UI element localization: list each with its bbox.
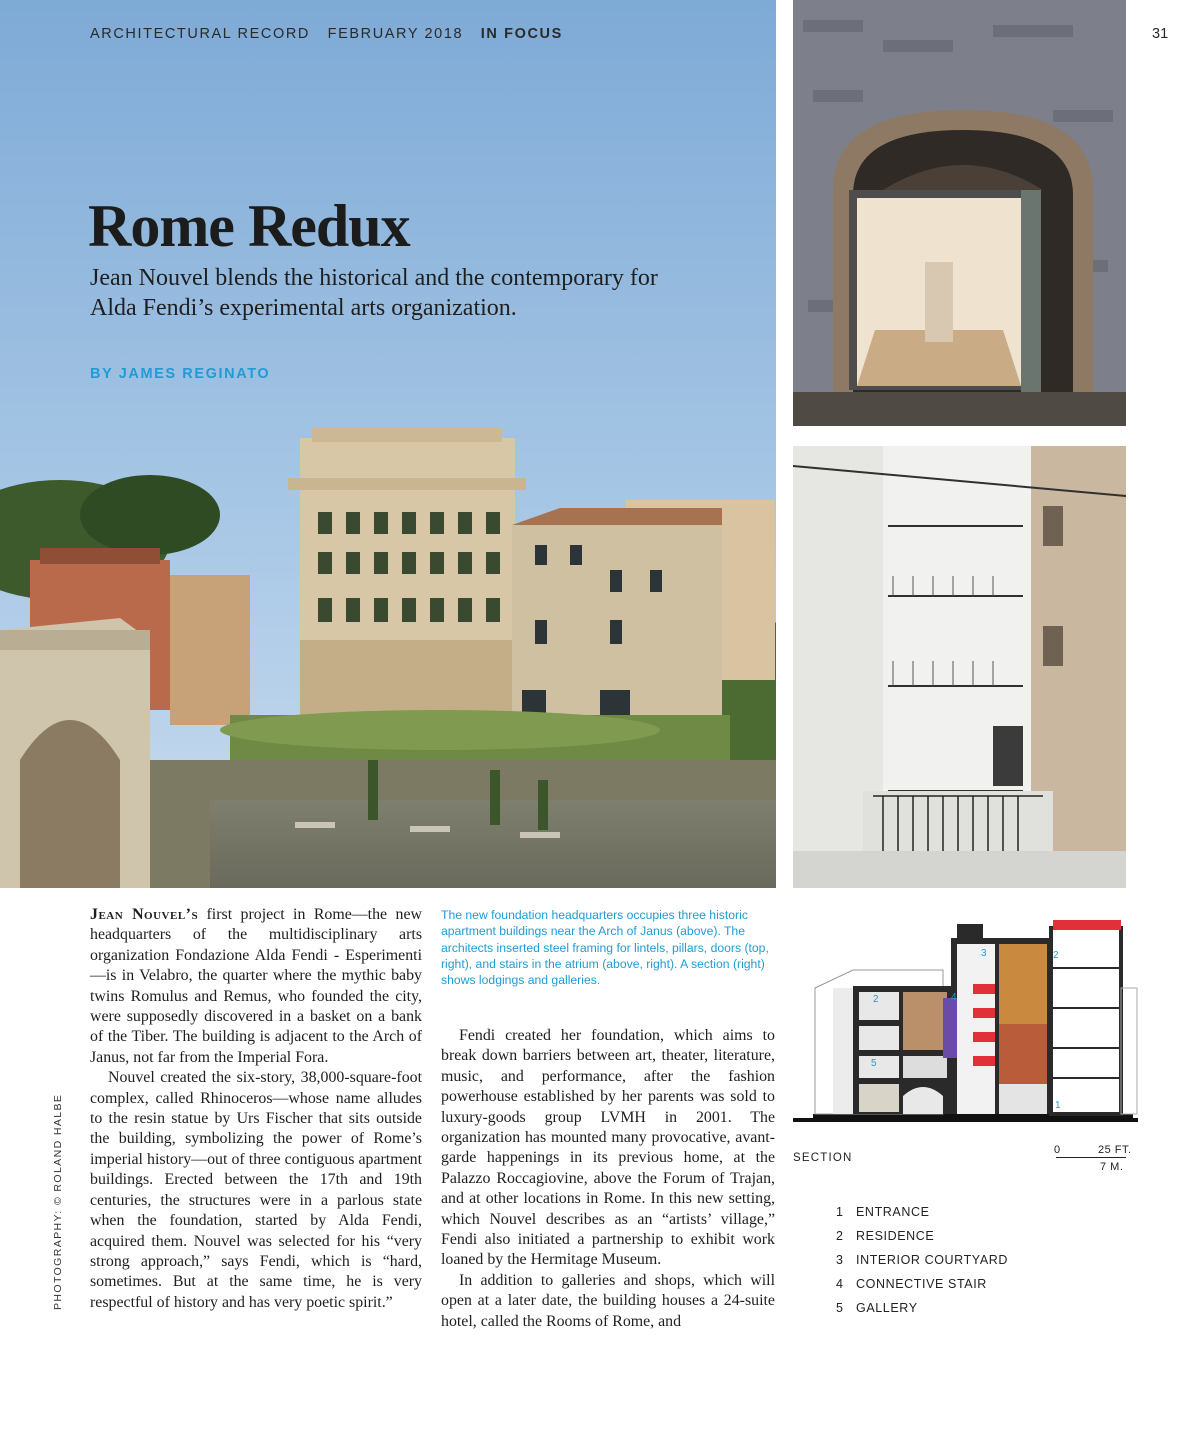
legend-item [836,1296,1086,1320]
legend-label: CONNECTIVE STAIR [856,1277,987,1291]
legend-number: 1 [836,1205,844,1219]
body-paragraph [90,905,422,1068]
body-paragraph: Fendi created her foundation, which aims to break down barriers between art, theater, literature, music, and performance, after the fashion powerhouse established by her parents was sold to luxury-goods group LVMH in 2001. The organization has mounted many provocative, avant-garde happenings in its previous home, at the Palazzo Roccagiovine, above the Forum of Trajan, and at other locations in Rome. In this new setting, which Nouvel describes as an “artists’ village,” Fendi also initiated a partnership to exhibit work loaned by the Hermitage Museum. [441,1027,775,1269]
page-number: 31 [1152,26,1169,42]
body-column-1 [90,905,422,1313]
atrium-photo-illustration [793,446,1126,888]
legend-number: 5 [836,1301,844,1315]
legend-number: 3 [836,1253,844,1267]
legend-label: INTERIOR COURTYARD [856,1253,1009,1267]
section-drawing [793,908,1138,1138]
magazine-name: ARCHITECTURAL RECORD [90,26,310,42]
lead-in: Jean Nouvel’s [90,906,199,923]
article-deck: Jean Nouvel blends the historical and the contemporary for Alda Fendi’s experimental arts organization. [90,265,658,321]
legend-item [836,1224,1086,1248]
legend-number: 2 [836,1229,844,1243]
scale-zero: 0 [1054,1144,1061,1156]
scale-feet: 25 FT. [1098,1144,1132,1156]
photo-credit: PHOTOGRAPHY: © ROLAND HALBE [52,1093,64,1310]
section-name: IN FOCUS [480,26,563,42]
issue-date: FEBRUARY 2018 [327,26,464,42]
section-drawing-illustration [793,908,1138,1138]
callout-marker: 2 [1053,950,1059,961]
legend-label: GALLERY [856,1301,918,1315]
hero-photo-illustration [0,0,776,888]
section-legend [836,1200,1086,1320]
section-label: SECTION [793,1152,853,1164]
legend-number: 4 [836,1277,844,1291]
body-paragraph: In addition to galleries and shops, which will open at a later date, the building houses a 24-suite hotel, called the Rooms of Rome, and [441,1271,775,1330]
legend-item [836,1200,1086,1224]
legend-item [836,1272,1086,1296]
running-header [90,26,575,42]
photo-caption: The new foundation headquarters occupies three historic apartment buildings near the Arch of Janus (above). The architects inserted steel framing for lintels, pillars, doors (top, right), and stairs in the atrium (above, right). A section (right) shows lodgings and galleries. [441,908,769,988]
legend-item [836,1248,1086,1272]
legend-label: RESIDENCE [856,1229,935,1243]
legend-label: ENTRANCE [856,1205,930,1219]
callout-marker: 5 [871,1058,877,1069]
byline: BY JAMES REGINATO [90,366,271,382]
atrium-photo [793,446,1126,888]
body-paragraph: Nouvel created the six-story, 38,000-square-foot complex, called Rhinoceros—whose name alludes to the resin statue by Urs Fischer that sits outside the building, symbolizing the power of Rome’s imperial history—out of three contiguous apartment buildings. Erected between the 17th and 19th centuries, the structures were in a parlous state when the foundation, started by Alda Fendi, acquired them. Nouvel was selected for his “very strong approach,” says Fendi, which is “hard, sometimes. But at the same time, he is very respectful of history and has very poetic spirit.” [90,1069,422,1311]
article-title: Rome Redux [88,193,410,259]
callout-marker: 4 [951,992,957,1003]
scale-line [1056,1157,1126,1158]
body-text: first project in Rome—the new headquarters of the multidisciplinary arts organization Fondazione Alda Fendi - Esperimenti—is in Velabro, the quarter where the mythic baby twins Romulus and Remus, who founded the city, were supposedly discovered in a basket on a bank of the Tiber. The building is adjacent to the Arch of Janus, not far from the Imperial Fora. [90,906,422,1066]
callout-marker: 2 [873,994,879,1005]
hero-photo [0,0,776,888]
scale-meters: 7 M. [1100,1161,1124,1173]
body-column-2 [441,1026,775,1332]
doorway-photo [793,0,1126,426]
doorway-photo-illustration [793,0,1126,426]
callout-marker: 3 [981,948,987,959]
scale-bar [1054,1144,1134,1174]
callout-marker: 1 [1055,1100,1061,1111]
